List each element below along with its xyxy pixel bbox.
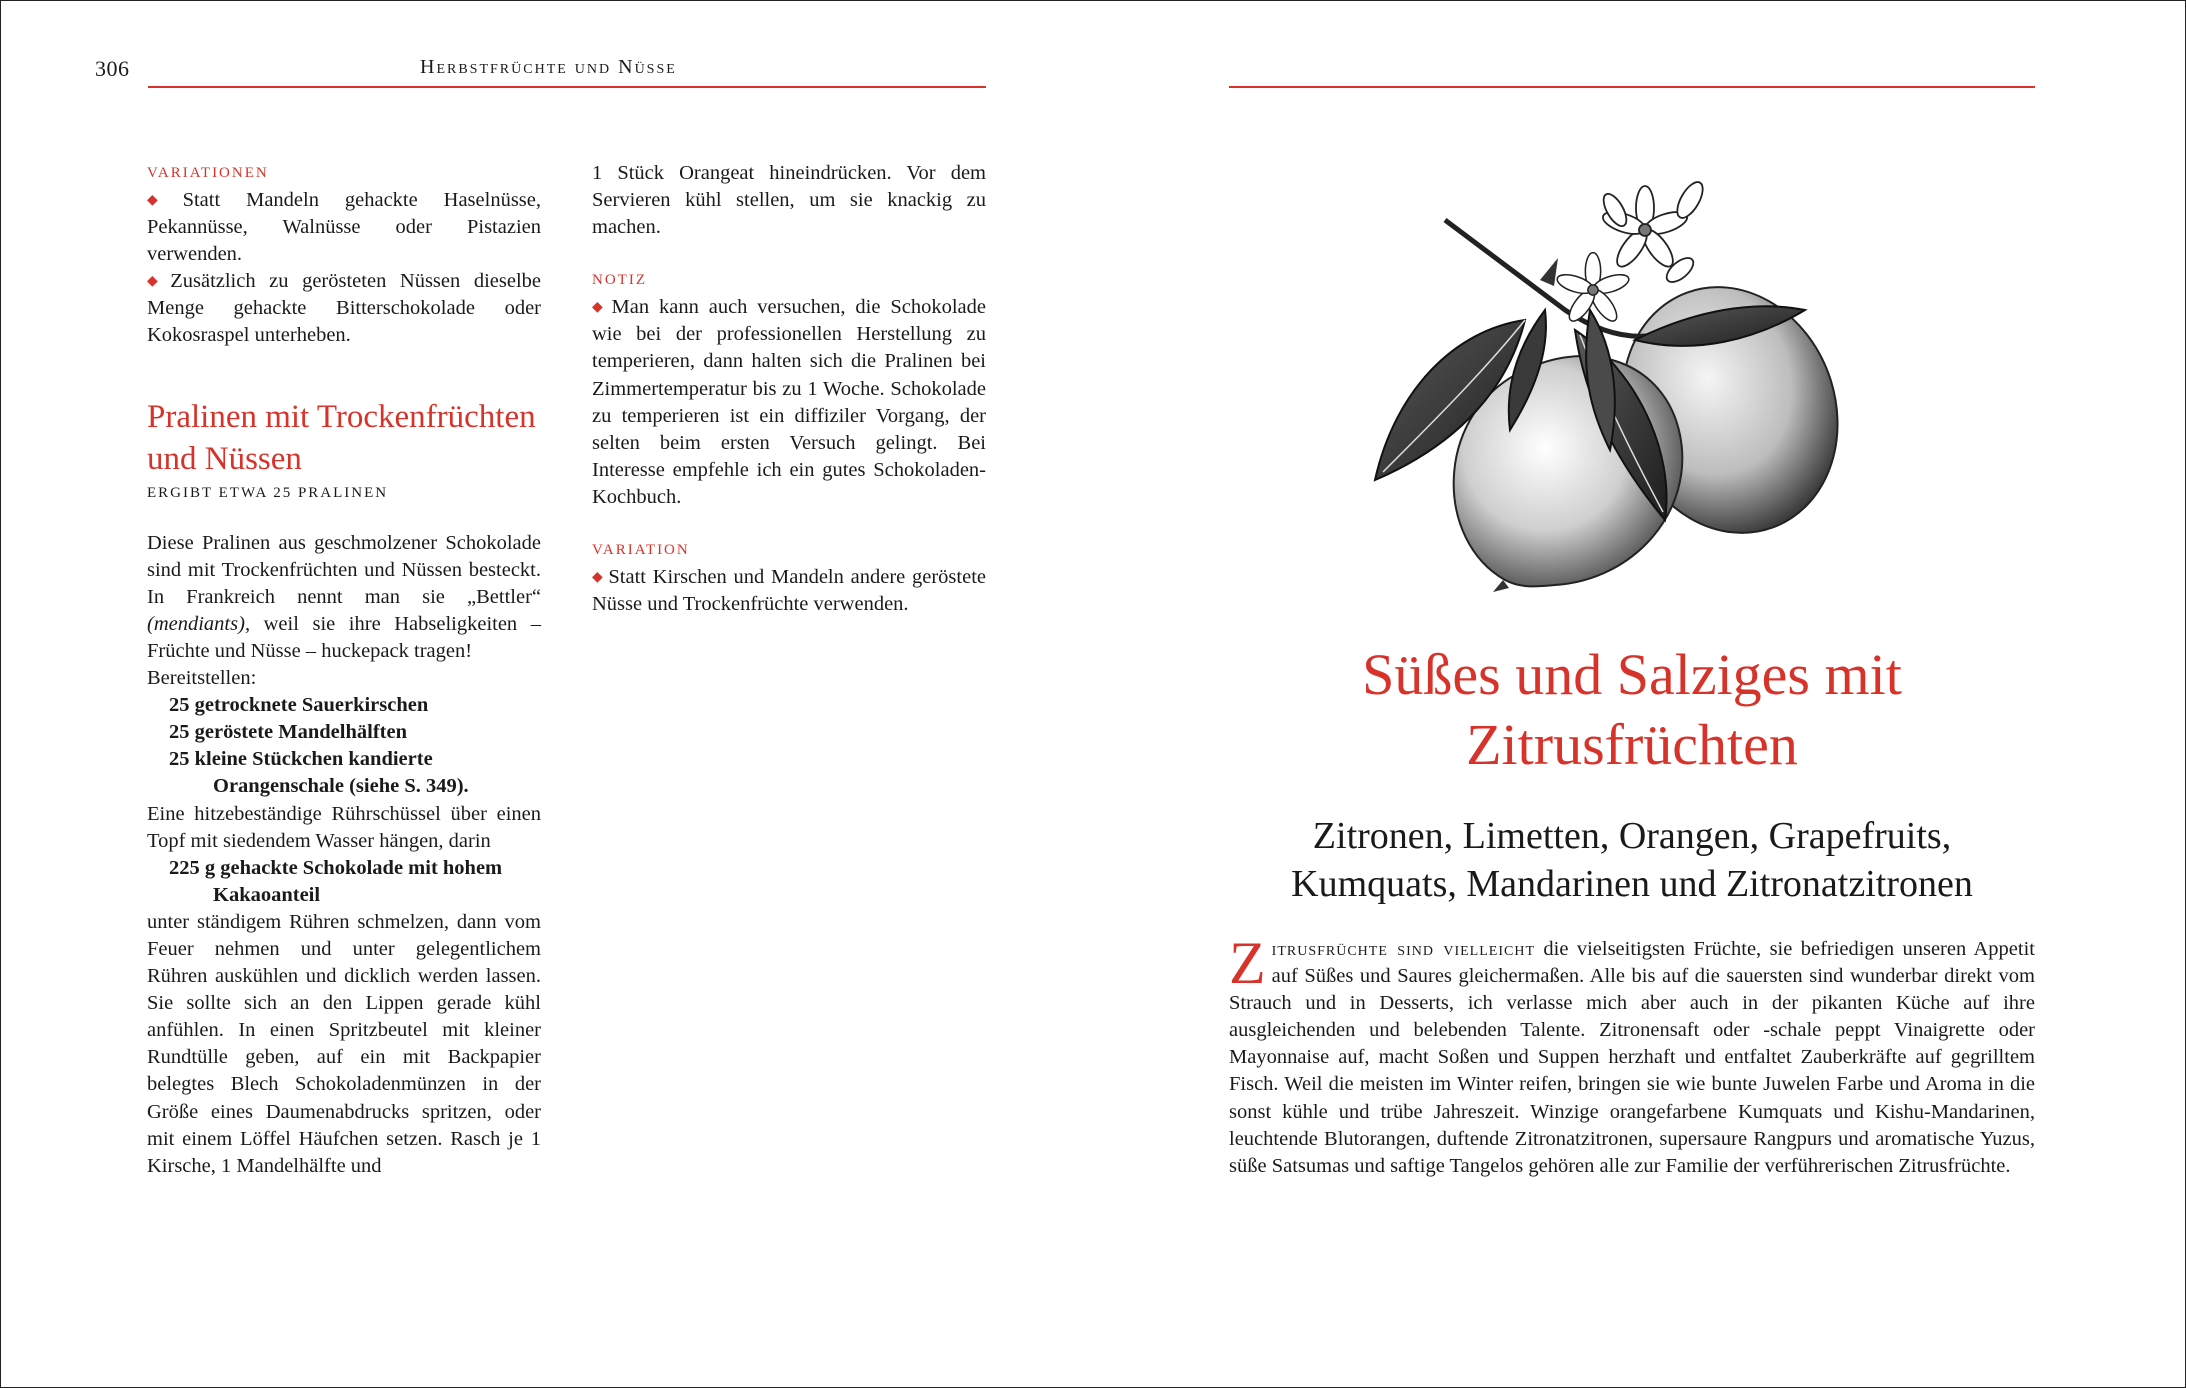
variation-label: VARIATION — [592, 542, 690, 559]
recipe-step: Eine hitzebeständige Rührschüssel über einen Topf mit siedendem Wasser hängen, darin — [147, 802, 541, 852]
notiz-label: NOTIZ — [592, 272, 647, 289]
bullet-diamond-icon: ◆ — [147, 274, 167, 290]
header-rule-right — [1229, 86, 2035, 88]
recipe-yield: ERGIBT ETWA 25 PRALINEN — [147, 484, 389, 501]
variationen-label: VARIATIONEN — [147, 165, 269, 181]
left-column-1 — [147, 160, 541, 1180]
variation-item: ◆ Statt Mandeln gehackte Haselnüsse, Pekannüsse, Walnüsse oder Pistazien verwenden. — [147, 189, 541, 266]
lead-in: itrusfrüchte sind vielleicht — [1271, 938, 1535, 960]
intro-text: die vielseitigsten Früchte, sie befriedigen unseren Appetit auf Süßes und Saures gleichermaßen. Alle bis auf die sauersten sind wunderbar direkt vom Strauch und in Desserts, ich verlasse mich aber auch in der pikanten Küche auf ihre ausgleichenden und belebenden Talente. Zitronensaft oder -schale peppt Vinaigrette oder Mayonnaise auf, macht Soßen und Suppen herzhaft und entfaltet Zauberkräfte auf gegrilltem Fisch. Weil die meisten im Winter reifen, bringen sie wie bunte Juwelen Farbe und Aroma in die sonst kühle und trübe Jahreszeit. Winzige orangefarbene Kumquats und Kishu-Mandarinen, leuchtende Blutorangen, duftende Zitronatzitronen, supersaure Rangpurs und aromatische Yuzus, süße Satsumas und saftige Tangelos gehören alle zur Familie der verführerischen Zitrusfrüchte. — [1229, 938, 2035, 1177]
header-rule-left — [148, 86, 986, 88]
left-column-2 — [592, 160, 986, 618]
chapter-title: Süßes und Salziges mit Zitrusfrüchten — [1362, 642, 1902, 777]
bullet-diamond-icon: ◆ — [592, 570, 605, 586]
ingredient: Kakaoanteil — [213, 883, 321, 906]
notiz-text: ◆ Man kann auch versuchen, die Schokolade wie bei der professionellen Herstellung zu temperieren, dann halten sich die Pralinen bei Zimmertemperatur bis zu 1 Woche. Schokolade zu temperieren ist ein diffiziler Vorgang, der selten beim ersten Versuch gelingt. Bei Interesse empfehle ich ein gutes Schokoladen-Kochbuch. — [592, 296, 986, 508]
bereitstellen-label: Bereitstellen: — [147, 667, 257, 690]
chapter-subtitle: Zitronen, Limetten, Orangen, Grapefruits, Kumquats, Mandarinen und Zitronatzitronen — [1291, 815, 1973, 905]
page-number: 306 — [95, 56, 130, 81]
variation-item: ◆ Zusätzlich zu gerösteten Nüssen dieselbe Menge gehackte Bitterschokolade oder Kokosraspel unterheben. — [147, 270, 541, 347]
recipe-intro: Diese Pralinen aus geschmolzener Schokolade sind mit Trockenfrüchten und Nüssen besteckt. In Frankreich nennt man sie „Bettler“ (mendiants), weil sie ihre Habseligkeiten – Früchte und Nüsse – huckepack tragen! — [147, 531, 541, 662]
recipe-title: Pralinen mit Trockenfrüchten und Nüssen — [147, 398, 536, 477]
recipe-step: unter ständigem Rühren schmelzen, dann vom Feuer nehmen und unter gelegentlichem Rühren auskühlen und dicklich werden lassen. Sie sollte sich an den Lippen gerade kühl anfühlen. In einen Spritzbeutel mit kleiner Rundtülle geben, auf ein mit Backpapier belegtes Blech Schokoladenmünzen in der Größe eines Daumenabdrucks spritzen, oder mit einem Löffel Häufchen setzen. Rasch je 1 Kirsche, 1 Mandelhälfte und — [147, 910, 541, 1177]
ingredient: Orangenschale (siehe S. 349). — [213, 775, 469, 798]
ingredient: 25 kleine Stückchen kandierte — [169, 748, 433, 771]
ingredient: 225 g gehackte Schokolade mit hohem — [169, 856, 503, 879]
chapter-intro — [1229, 930, 2035, 1180]
recipe-step-continued: 1 Stück Orangeat hineindrücken. Vor dem Servieren kühl stellen, um sie knackig zu machen. — [592, 162, 986, 239]
bullet-diamond-icon: ◆ — [147, 193, 179, 208]
variation-text: ◆ Statt Kirschen und Mandeln andere geröstete Nüsse und Trockenfrüchte verwenden. — [592, 566, 986, 616]
ingredient: 25 getrocknete Sauerkirschen — [169, 694, 429, 717]
lemon-illustration — [1335, 160, 1975, 600]
bullet-diamond-icon: ◆ — [592, 300, 608, 316]
drop-cap: Z — [1229, 930, 1266, 996]
running-head: Herbstfrüchte und Nüsse — [420, 56, 677, 78]
ingredient: 25 geröstete Mandelhälften — [169, 721, 407, 744]
